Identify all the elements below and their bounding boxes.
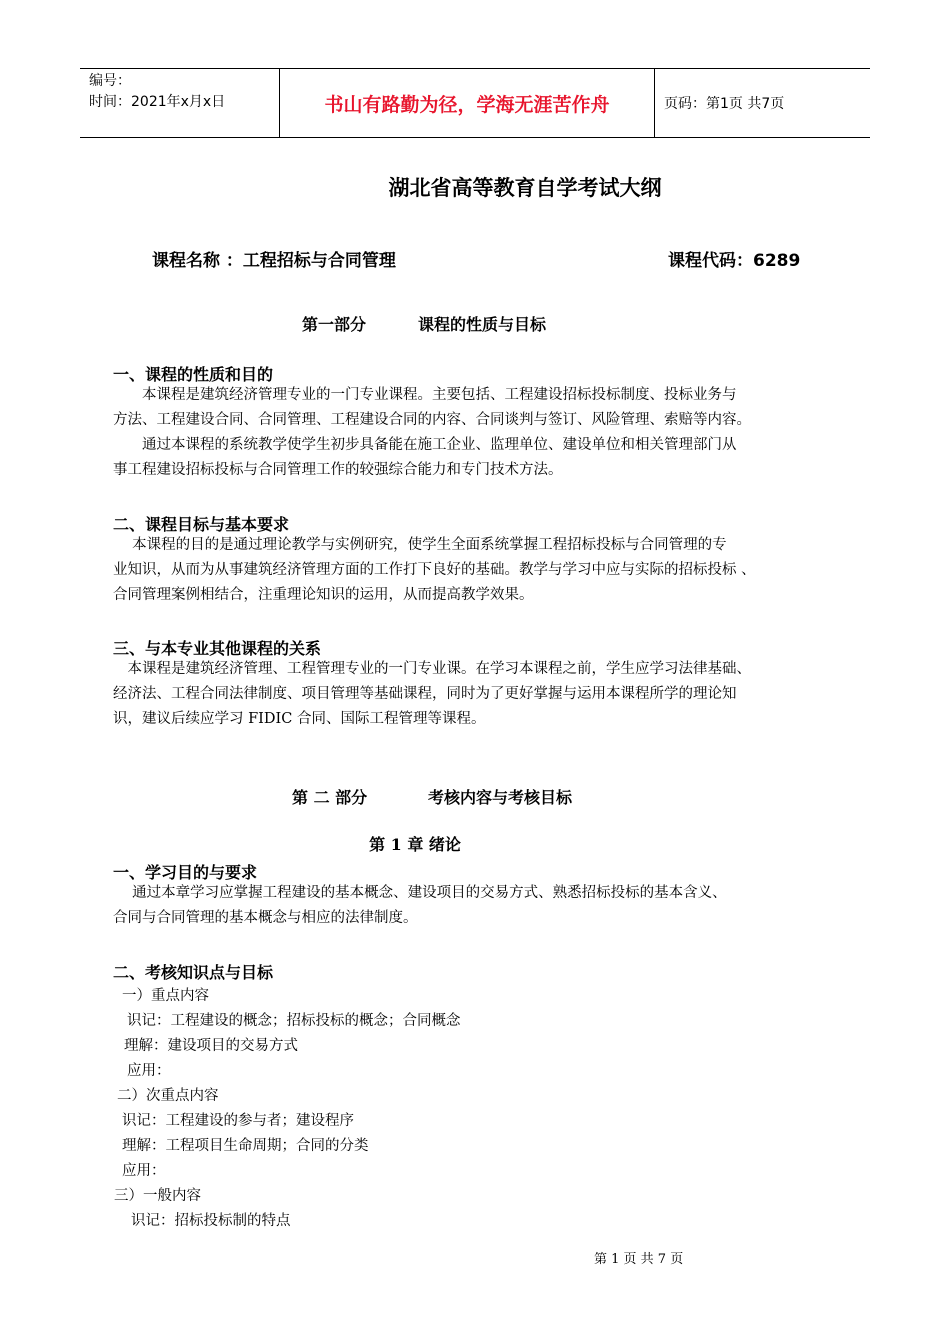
- section-heading: 一、学习目的与要求: [113, 863, 258, 882]
- paragraph-line: 通过本课程的系统教学使学生初步具备能在施工企业、监理单位、建设单位和相关管理部门从: [113, 437, 737, 453]
- list-item: 二）次重点内容: [117, 1088, 219, 1104]
- list-item: 识记：招标投标制的特点: [131, 1213, 291, 1229]
- list-item: 应用：: [127, 1063, 171, 1079]
- paragraph-line: 识，建议后续应学习 FIDIC 合同、国际工程管理等课程。: [113, 711, 486, 727]
- list-item: 理解：工程项目生命周期；合同的分类: [122, 1138, 369, 1154]
- page-footer: 第 1 页 共 7 页: [594, 1252, 684, 1267]
- part1-number: 第一部分: [302, 315, 367, 334]
- section-paragraph: [113, 383, 853, 483]
- section-heading: 二、课程目标与基本要求: [113, 515, 290, 534]
- paragraph-line: 合同与合同管理的基本概念与相应的法律制度。: [113, 910, 418, 926]
- part2-number: 第 二 部分: [292, 788, 368, 807]
- motto: 书山有路勤为径，学海无涯苦作舟: [280, 69, 655, 137]
- paragraph-line: 本课程是建筑经济管理、工程管理专业的一门专业课。在学习本课程之前，学生应学习法律基础、: [113, 661, 751, 677]
- list-item: 三）一般内容: [114, 1188, 201, 1204]
- paragraph-line: 事工程建设招标投标与合同管理工作的较强综合能力和专门技术方法。: [113, 462, 563, 478]
- list-item: 识记：工程建设的参与者；建设程序: [122, 1113, 354, 1129]
- part1-name: 课程的性质与目标: [418, 315, 547, 334]
- paragraph-line: 本课程的目的是通过理论教学与实例研究，使学生全面系统掌握工程招标投标与合同管理的专: [113, 537, 727, 553]
- date-label: 时间：2021年x月x日: [89, 94, 226, 110]
- section-heading: 三、与本专业其他课程的关系: [113, 639, 322, 658]
- section-paragraph: [113, 881, 853, 931]
- list-item: 一）重点内容: [122, 988, 209, 1004]
- course-name: 课程名称 ：工程招标与合同管理: [152, 251, 396, 271]
- number-label: 编号：: [89, 73, 131, 89]
- paragraph-line: 通过本章学习应掌握工程建设的基本概念、建设项目的交易方式、熟悉招标投标的基本含义、: [113, 885, 727, 901]
- section-paragraph: [113, 533, 853, 608]
- paragraph-line: 经济法、工程合同法律制度、项目管理等基础课程，同时为了更好掌握与运用本课程所学的理论知: [113, 686, 737, 702]
- section-heading: 二、考核知识点与目标: [113, 963, 274, 982]
- paragraph-line: 合同管理案例相结合，注重理论知识的运用，从而提高教学效果。: [113, 587, 534, 603]
- header-table: [80, 68, 870, 138]
- part2-name: 考核内容与考核目标: [428, 788, 573, 807]
- list-item: 识记：工程建设的概念；招标投标的概念；合同概念: [127, 1013, 461, 1029]
- document-title: 湖北省高等教育自学考试大纲: [388, 176, 662, 200]
- list-item: 应用：: [122, 1163, 166, 1179]
- page-label: 页码：第1页 共7页: [664, 96, 785, 112]
- paragraph-line: 业知识，从而为从事建筑经济管理方面的工作打下良好的基础。教学与学习中应与实际的招标投标 、: [113, 562, 756, 578]
- course-code: 课程代码：6289: [668, 251, 801, 271]
- section-heading: 一、课程的性质和目的: [113, 365, 274, 384]
- section-paragraph: [113, 657, 853, 732]
- paragraph-line: 本课程是建筑经济管理专业的一门专业课程。主要包括、工程建设招标投标制度、投标业务与: [113, 387, 737, 403]
- header-left-cell: [80, 69, 280, 137]
- chapter-heading: 第 1 章 绪论: [369, 835, 461, 854]
- list-item: 理解：建设项目的交易方式: [124, 1038, 298, 1054]
- paragraph-line: 方法、工程建设合同、合同管理、工程建设合同的内容、合同谈判与签订、风险管理、索赔等内容。: [113, 412, 751, 428]
